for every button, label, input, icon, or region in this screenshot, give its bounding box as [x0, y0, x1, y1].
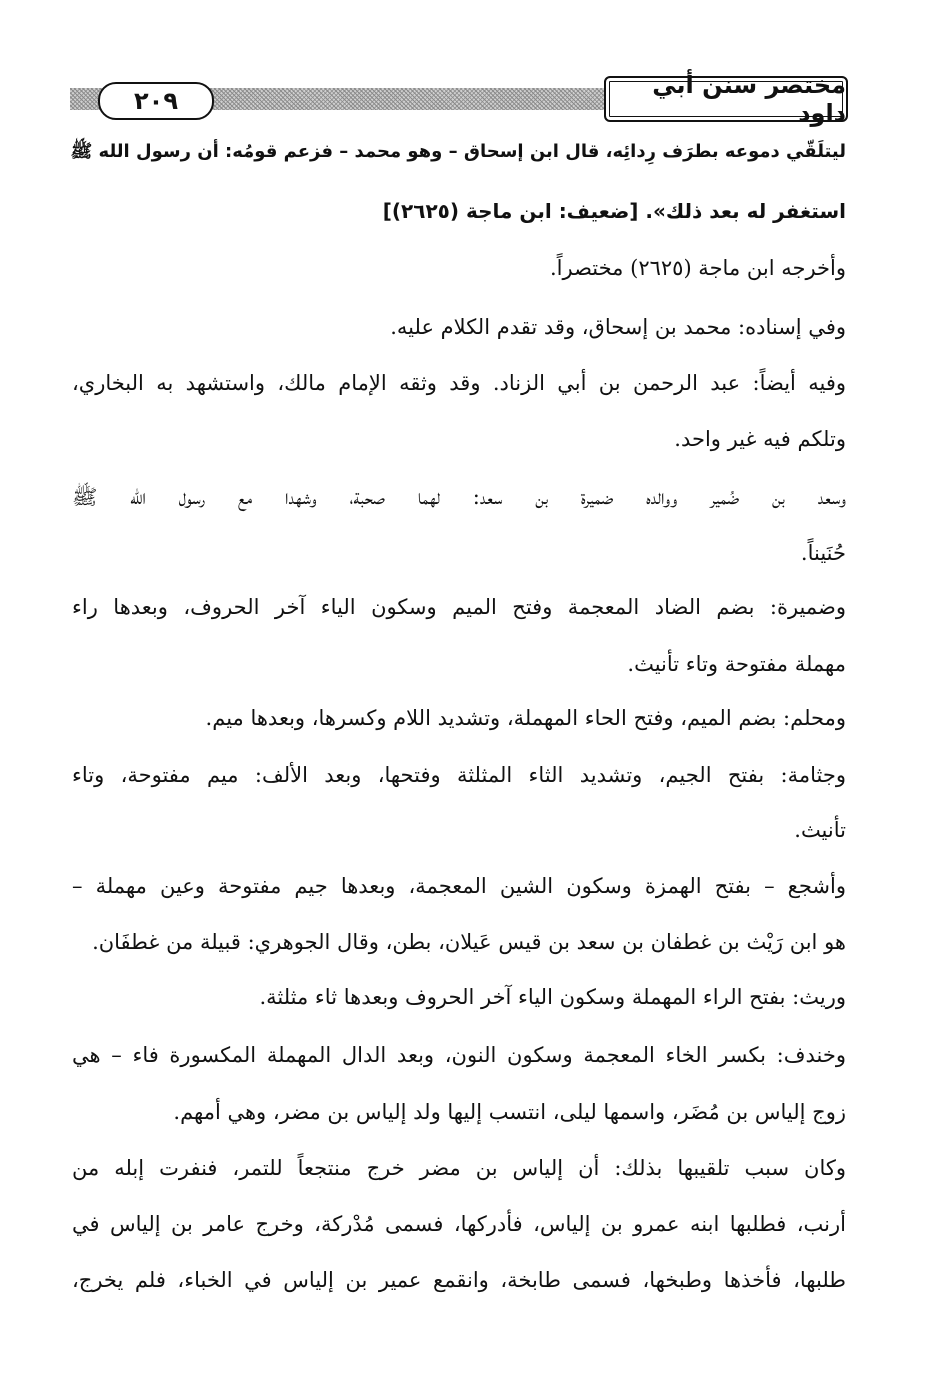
paragraph-line: هو ابن رَيْث بن غطفان بن سعد بن قيس عَيلان، بطن، وقال الجوهري: قبيلة من غطفَان.: [92, 930, 846, 954]
book-title: مختصر سنن أبي داود: [604, 76, 848, 122]
paragraph-line: حُنَيناً.: [800, 541, 846, 565]
paragraph-line: وجثامة: بفتح الجيم، وتشديد الثاء المثلثة وفتحها، وبعد الألف: ميم مفتوحة، وتاء: [72, 763, 846, 787]
paragraph-line: زوج إلياس بن مُضَر، واسمها ليلى، انتسب إليها ولد إلياس بن مضر، وهي أمهم.: [173, 1100, 846, 1124]
page-number: ٢٠٩: [98, 82, 214, 120]
paragraph-line: وفيه أيضاً: عبد الرحمن بن أبي الزناد. وقد وثقه الإمام مالك، واستشهد به البخاري،: [72, 371, 846, 395]
hadith-text-line: استغفر له بعد ذلك». [ضعيف: ابن ماجة (٢٦٢٥)]: [382, 199, 846, 223]
hadith-text-line: ليتلَقّي دموعه بطرَف رِدائِه، قال ابن إسحاق – وهو محمد – فزعم قومُه: أن رسول الله ﷺ: [70, 141, 846, 162]
paragraph-line: وأخرجه ابن ماجة (٢٦٢٥) مختصراً.: [549, 256, 846, 280]
paragraph-line: وريث: بفتح الراء المهملة وسكون الياء آخر الحروف وبعدها ثاء مثلثة.: [259, 985, 846, 1009]
paragraph-line: وخندف: بكسر الخاء المعجمة وسكون النون، وبعد الدال المهملة المكسورة فاء – هي: [72, 1043, 846, 1067]
paragraph-line: مهملة مفتوحة وتاء تأنيث.: [627, 652, 846, 676]
paragraph-line: وتلكم فيه غير واحد.: [674, 427, 846, 451]
paragraph-line: ومحلم: بضم الميم، وفتح الحاء المهملة، وتشديد اللام وكسرها، وبعدها ميم.: [205, 706, 846, 730]
paragraph-line: أرنب، فطلبها ابنه عمرو بن إلياس، فأدركها، فسمى مُدْركة، وخرج عامر بن إلياس في: [72, 1212, 846, 1236]
paragraph-line: وكان سبب تلقيبها بذلك: أن إلياس بن مضر خرج منتجعاً للتمر، فنفرت إبله من: [72, 1156, 846, 1180]
paragraph-line: وأشجع – بفتح الهمزة وسكون الشين المعجمة، وبعدها جيم مفتوحة وعين مهملة –: [72, 874, 846, 898]
paragraph-line: وفي إسناده: محمد بن إسحاق، وقد تقدم الكلام عليه.: [390, 315, 846, 339]
paragraph-line: طلبها، فأخذها وطبخها، فسمى طابخة، وانقمع عمير بن إلياس في الخباء، فلم يخرج،: [72, 1268, 846, 1292]
paragraph-line: وسعد بن ضُمير ووالده ضميرة بن سعد: لهما صحبة، وشهدا مع رسول الله ﷺ: [72, 485, 846, 509]
paragraph-line: وضميرة: بضم الضاد المعجمة وفتح الميم وسكون الياء آخر الحروف، وبعدها راء: [72, 595, 846, 619]
paragraph-line: تأنيث.: [794, 818, 846, 842]
